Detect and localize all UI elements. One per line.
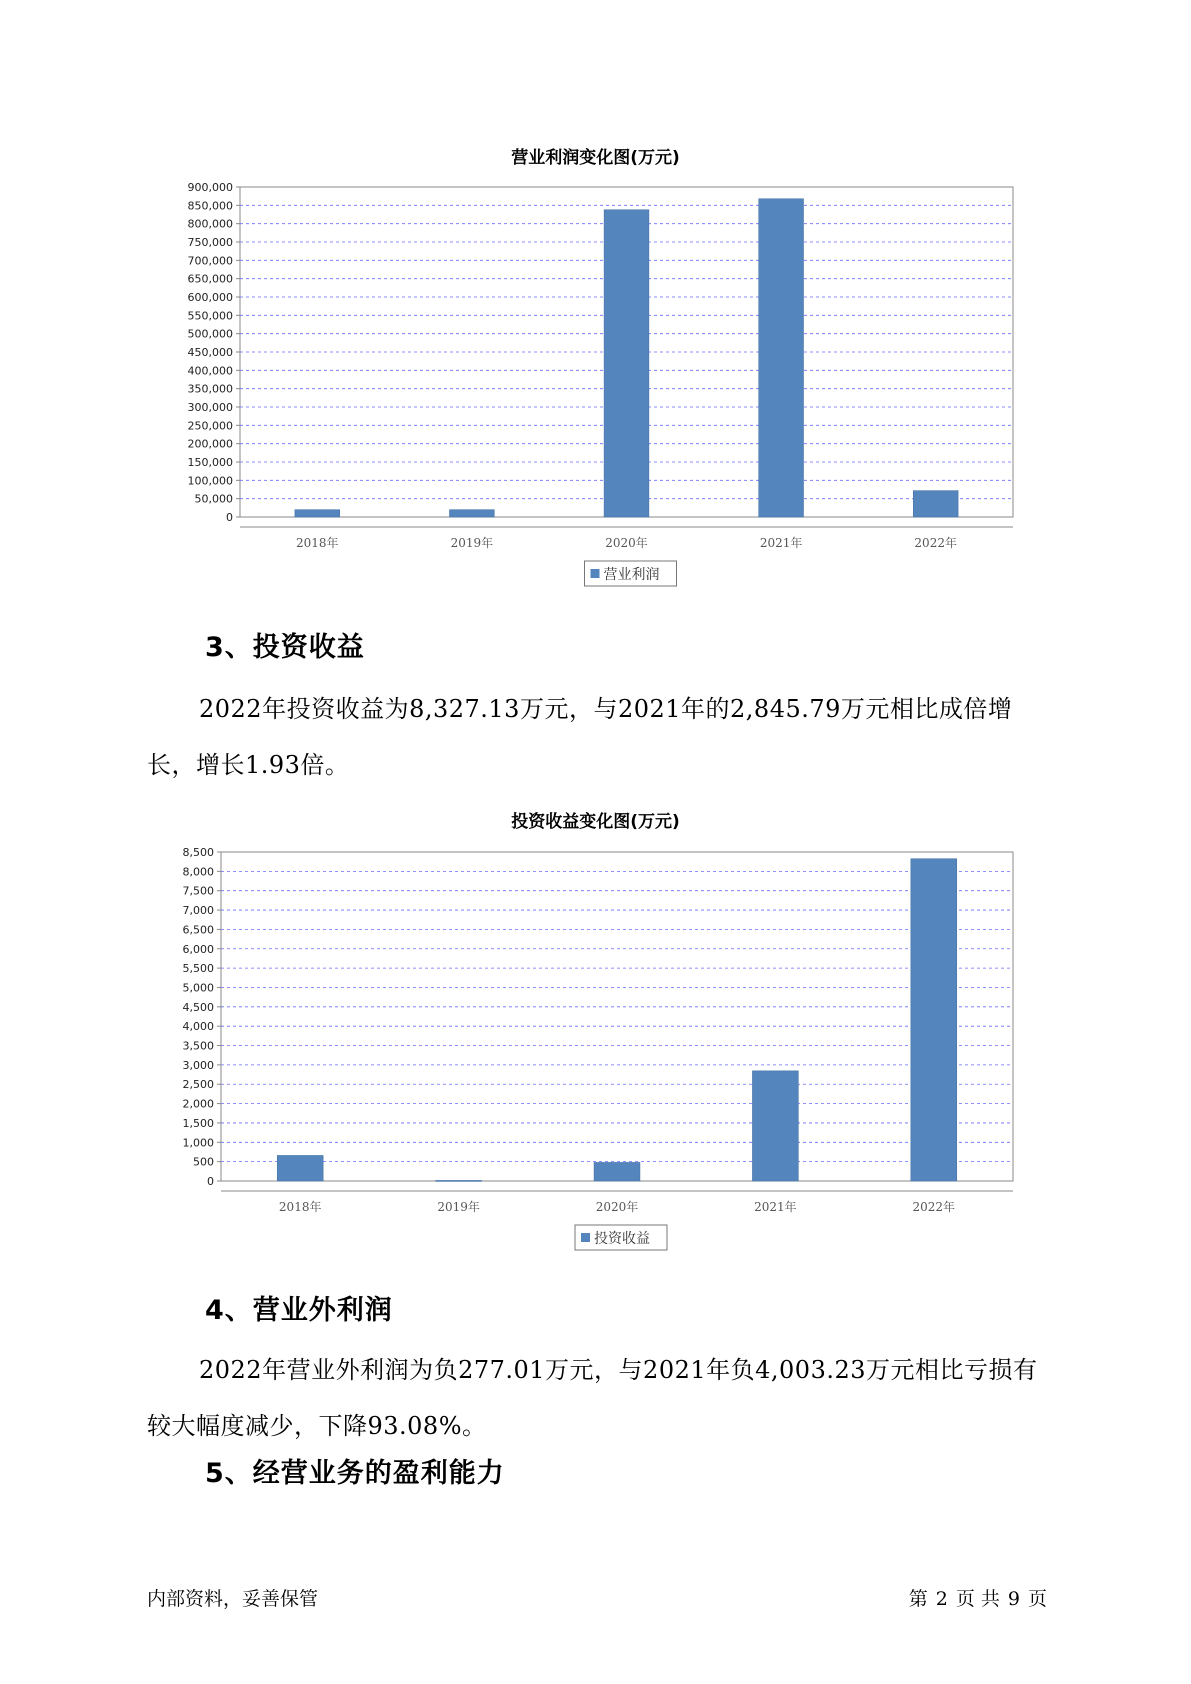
chart-title-operating-profit: 营业利润变化图(万元)	[511, 148, 680, 168]
bar	[436, 1180, 482, 1181]
y-tick-label: 5,000	[182, 981, 214, 995]
legend-label: 营业利润	[603, 567, 660, 583]
footer-confidential-note: 内部资料，妥善保管	[147, 1588, 319, 1610]
operating-profit-chart	[0, 175, 1191, 595]
y-tick-label: 7,500	[182, 884, 214, 898]
y-tick-label: 250,000	[187, 419, 233, 433]
y-tick-label: 850,000	[187, 199, 233, 213]
y-tick-label: 650,000	[187, 272, 233, 286]
footer-page-mid: 页 共	[955, 1588, 1000, 1610]
x-tick-label: 2018年	[296, 536, 339, 550]
chart-title-investment-income: 投资收益变化图(万元)	[511, 812, 680, 832]
y-tick-label: 600,000	[187, 291, 233, 304]
footer-page-prefix: 第	[908, 1588, 928, 1610]
y-tick-label: 4,500	[182, 1000, 214, 1014]
y-tick-label: 3,500	[182, 1039, 214, 1053]
bar	[277, 1155, 323, 1181]
x-tick-label: 2018年	[278, 1200, 322, 1214]
y-tick-label: 800,000	[187, 217, 233, 231]
section-3-heading: 3、投资收益	[205, 632, 365, 663]
y-tick-label: 8,500	[182, 846, 214, 859]
chart-legend	[585, 561, 677, 586]
legend-label: 投资收益	[594, 1231, 650, 1247]
x-tick-label: 2019年	[437, 1200, 480, 1214]
plot-area	[221, 852, 1013, 1181]
x-tick-label: 2021年	[759, 536, 803, 550]
y-tick-label: 7,000	[182, 904, 214, 918]
bar	[295, 510, 340, 517]
x-tick-label: 2021年	[754, 1200, 797, 1214]
legend-swatch	[591, 569, 600, 578]
y-tick-label: 300,000	[187, 401, 233, 414]
y-tick-label: 0	[226, 511, 233, 524]
bar	[913, 491, 958, 517]
y-tick-label: 3,000	[182, 1058, 214, 1072]
x-tick-label: 2019年	[450, 536, 494, 550]
y-tick-label: 200,000	[187, 437, 233, 451]
x-tick-label: 2020年	[605, 536, 648, 550]
y-tick-label: 550,000	[187, 309, 233, 323]
investment-income-chart	[0, 840, 1191, 1260]
legend-swatch	[581, 1233, 590, 1242]
bar	[911, 859, 957, 1181]
bar	[604, 210, 649, 517]
y-tick-label: 1,500	[182, 1116, 214, 1130]
bar	[594, 1162, 640, 1181]
bar	[752, 1071, 798, 1181]
x-tick-label: 2020年	[595, 1200, 639, 1214]
y-tick-label: 2,500	[182, 1078, 214, 1092]
y-tick-label: 100,000	[187, 474, 233, 488]
y-tick-label: 350,000	[187, 382, 233, 396]
bar	[759, 199, 804, 517]
y-tick-label: 450,000	[187, 346, 233, 359]
y-tick-label: 8,000	[182, 865, 214, 879]
y-tick-label: 900,000	[187, 181, 233, 194]
section-4-paragraph: 2022年营业外利润为负277.01万元，与2021年负4,003.23万元相比亏损有较大幅度减少，下降93.08%。	[147, 1356, 1038, 1440]
y-tick-label: 0	[207, 1175, 214, 1188]
y-tick-label: 150,000	[187, 456, 233, 469]
section-4-heading: 4、营业外利润	[205, 1295, 393, 1326]
y-tick-label: 500	[193, 1155, 214, 1169]
y-tick-label: 750,000	[187, 236, 233, 249]
footer-page-suffix: 页	[1027, 1588, 1047, 1610]
bar	[449, 510, 494, 517]
x-tick-label: 2022年	[914, 536, 957, 550]
footer-page-current: 2	[935, 1588, 948, 1610]
y-tick-label: 6,000	[182, 942, 214, 956]
y-tick-label: 2,000	[182, 1097, 214, 1111]
y-tick-label: 400,000	[187, 364, 233, 378]
y-tick-label: 1,000	[182, 1136, 214, 1150]
footer-page-number	[905, 1584, 1051, 1611]
section-5-heading: 5、经营业务的盈利能力	[205, 1458, 505, 1489]
y-tick-label: 500,000	[187, 327, 233, 341]
y-tick-label: 700,000	[187, 254, 233, 268]
y-tick-label: 6,500	[182, 923, 214, 937]
footer-page-total: 9	[1007, 1588, 1020, 1610]
y-tick-label: 4,000	[182, 1020, 214, 1034]
y-tick-label: 5,500	[182, 962, 214, 976]
y-tick-label: 50,000	[194, 492, 233, 506]
chart-legend	[575, 1225, 667, 1250]
section-3-paragraph: 2022年投资收益为8,327.13万元，与2021年的2,845.79万元相比成倍增长，增长1.93倍。	[147, 695, 1013, 779]
x-tick-label: 2022年	[912, 1200, 956, 1214]
